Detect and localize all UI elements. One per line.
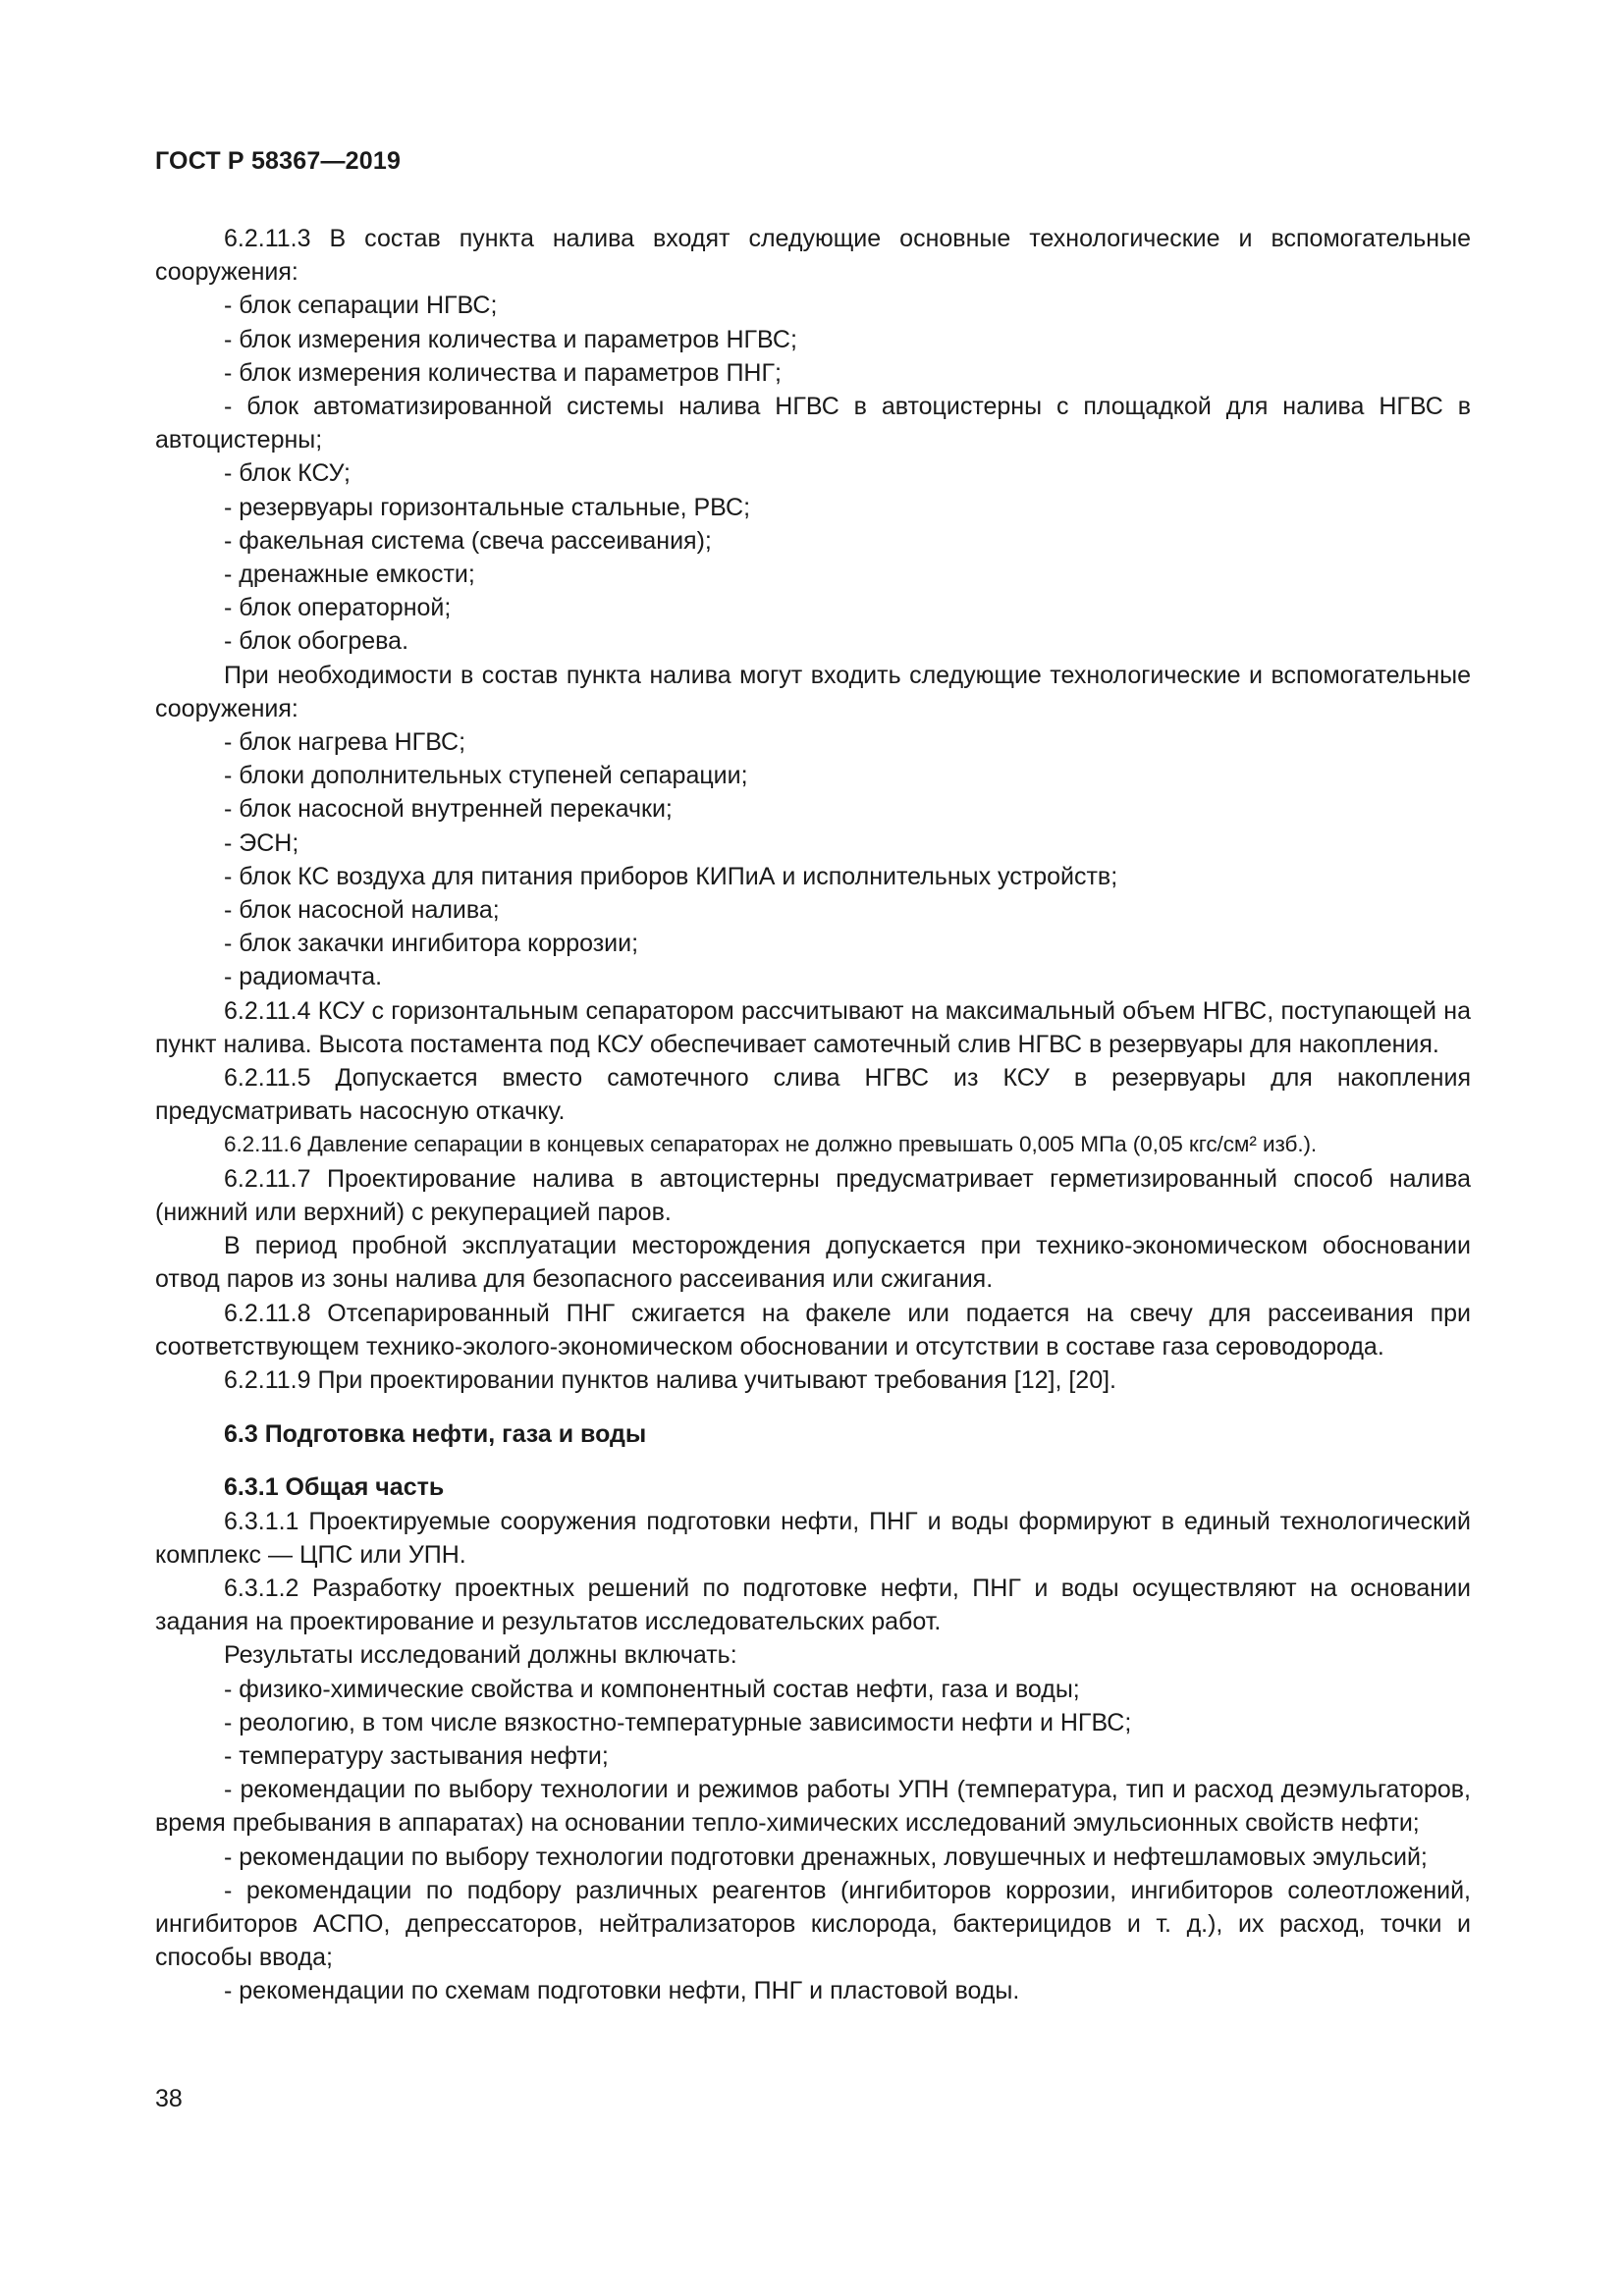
list-item: - дренажные емкости; — [224, 561, 475, 589]
list-item: - температуру застывания нефти; — [224, 1741, 609, 1770]
paragraph-6-2-11-5: 6.2.11.5 Допускается вместо самотечного слива НГВС из КСУ в резервуары для накопления предусматривать насосную откачку. — [155, 1064, 1471, 1126]
list-item: - рекомендации по выбору технологии подготовки дренажных, ловушечных и нефтешламовых эмульсий; — [224, 1842, 1428, 1871]
list-item: - блок насосной внутренней перекачки; — [224, 795, 673, 824]
research-results-list — [155, 1673, 1471, 2008]
list-item: - блок сепарации НГВС; — [224, 292, 498, 320]
optional-facilities-list — [155, 725, 1471, 994]
list-item: - радиомачта. — [224, 963, 383, 991]
paragraph-trial-operation: В период пробной эксплуатации месторождения допускается при технико-экономическом обосновании отвод паров из зоны налива для безопасного рассеивания или сжигания. — [155, 1232, 1471, 1294]
list-item: - блок измерения количества и параметров ПНГ; — [224, 358, 782, 387]
paragraph-6-3-1-2: 6.3.1.2 Разработку проектных решений по подготовке нефти, ПНГ и воды осуществляют на основании задания на проектирование и результатов исследовательских работ. — [155, 1574, 1471, 1636]
list-item: - реологию, в том числе вязкостно-температурные зависимости нефти и НГВС; — [224, 1708, 1132, 1736]
paragraph-6-2-11-7: 6.2.11.7 Проектирование налива в автоцистерны предусматривает герметизированный способ налива (нижний или верхний) с рекуперацией паров. — [155, 1164, 1471, 1226]
paragraph-research-results: Результаты исследований должны включать: — [224, 1641, 737, 1670]
subsection-heading-6-3-1: 6.3.1 Общая часть — [224, 1473, 445, 1502]
paragraph-6-2-11-4: 6.2.11.4 КСУ с горизонтальным сепаратором рассчитывают на максимальный объем НГВС, поступающей на пункт налива. Высота постамента под КСУ обеспечивает самотечный слив НГВС в резервуары для накопления. — [155, 996, 1471, 1058]
list-item: - блок операторной; — [224, 594, 452, 622]
main-facilities-list — [155, 289, 1471, 658]
list-item: - блок автоматизированной системы налива НГВС в автоцистерны с площадкой для налива НГВС в автоцистерны; — [155, 393, 1471, 454]
list-item: - резервуары горизонтальные стальные, РВС; — [224, 493, 751, 521]
paragraph-6-2-11-6: 6.2.11.6 Давление сепарации в концевых сепараторах не должно превышать 0,005 МПа (0,05 кгс/см² изб.). — [224, 1132, 1318, 1157]
list-item: - рекомендации по выбору технологии и режимов работы УПН (температура, тип и расход деэмульгаторов, время пребывания в аппаратах) на основании тепло-химических исследований эмульсионных свойств нефти; — [155, 1776, 1471, 1838]
list-item: - блоки дополнительных ступеней сепарации; — [224, 762, 748, 790]
section-heading-6-3: 6.3 Подготовка нефти, газа и воды — [224, 1420, 647, 1449]
list-item: - рекомендации по схемам подготовки нефти, ПНГ и пластовой воды. — [224, 1977, 1020, 2005]
list-item: - физико-химические свойства и компонентный состав нефти, газа и воды; — [224, 1675, 1080, 1703]
list-item: - блок измерения количества и параметров НГВС; — [224, 325, 797, 353]
list-item: - блок КС воздуха для питания приборов КИПиА и исполнительных устройств; — [224, 862, 1118, 890]
list-item: - блок закачки ингибитора коррозии; — [224, 930, 639, 958]
list-item: - блок обогрева. — [224, 627, 409, 656]
list-item: - факельная система (свеча рассеивания); — [224, 526, 712, 555]
document-header: ГОСТ Р 58367—2019 — [155, 147, 402, 175]
list-item: - ЭСН; — [224, 828, 299, 857]
paragraph-6-3-1-1: 6.3.1.1 Проектируемые сооружения подготовки нефти, ПНГ и воды формируют в единый технологический комплекс — ЦПС или УПН. — [155, 1507, 1471, 1569]
paragraph-6-2-11-3: 6.2.11.3 В состав пункта налива входят следующие основные технологические и вспомогательные сооружения: — [155, 225, 1471, 287]
list-item: - блок КСУ; — [224, 459, 351, 488]
paragraph-optional-facilities: При необходимости в состав пункта налива могут входить следующие технологические и вспомогательные сооружения: — [155, 661, 1471, 722]
list-item: - блок насосной налива; — [224, 896, 500, 925]
list-item: - рекомендации по подбору различных реагентов (ингибиторов коррозии, ингибиторов солеотложений, ингибиторов АСПО, депрессаторов, нейтрализаторов кислорода, бактерицидов и т. д.), их расход, точки и способы ввода; — [155, 1876, 1471, 1972]
paragraph-6-2-11-9: 6.2.11.9 При проектировании пунктов налива учитывают требования [12], [20]. — [224, 1365, 1116, 1394]
page-number: 38 — [155, 2085, 183, 2112]
document-body — [155, 222, 1471, 2008]
paragraph-6-2-11-8: 6.2.11.8 Отсепарированный ПНГ сжигается на факеле или подается на свечу для рассеивания при соответствующем технико-эколого-экономическом обосновании и отсутствии в составе газа сероводорода. — [155, 1299, 1471, 1361]
list-item: - блок нагрева НГВС; — [224, 728, 466, 757]
